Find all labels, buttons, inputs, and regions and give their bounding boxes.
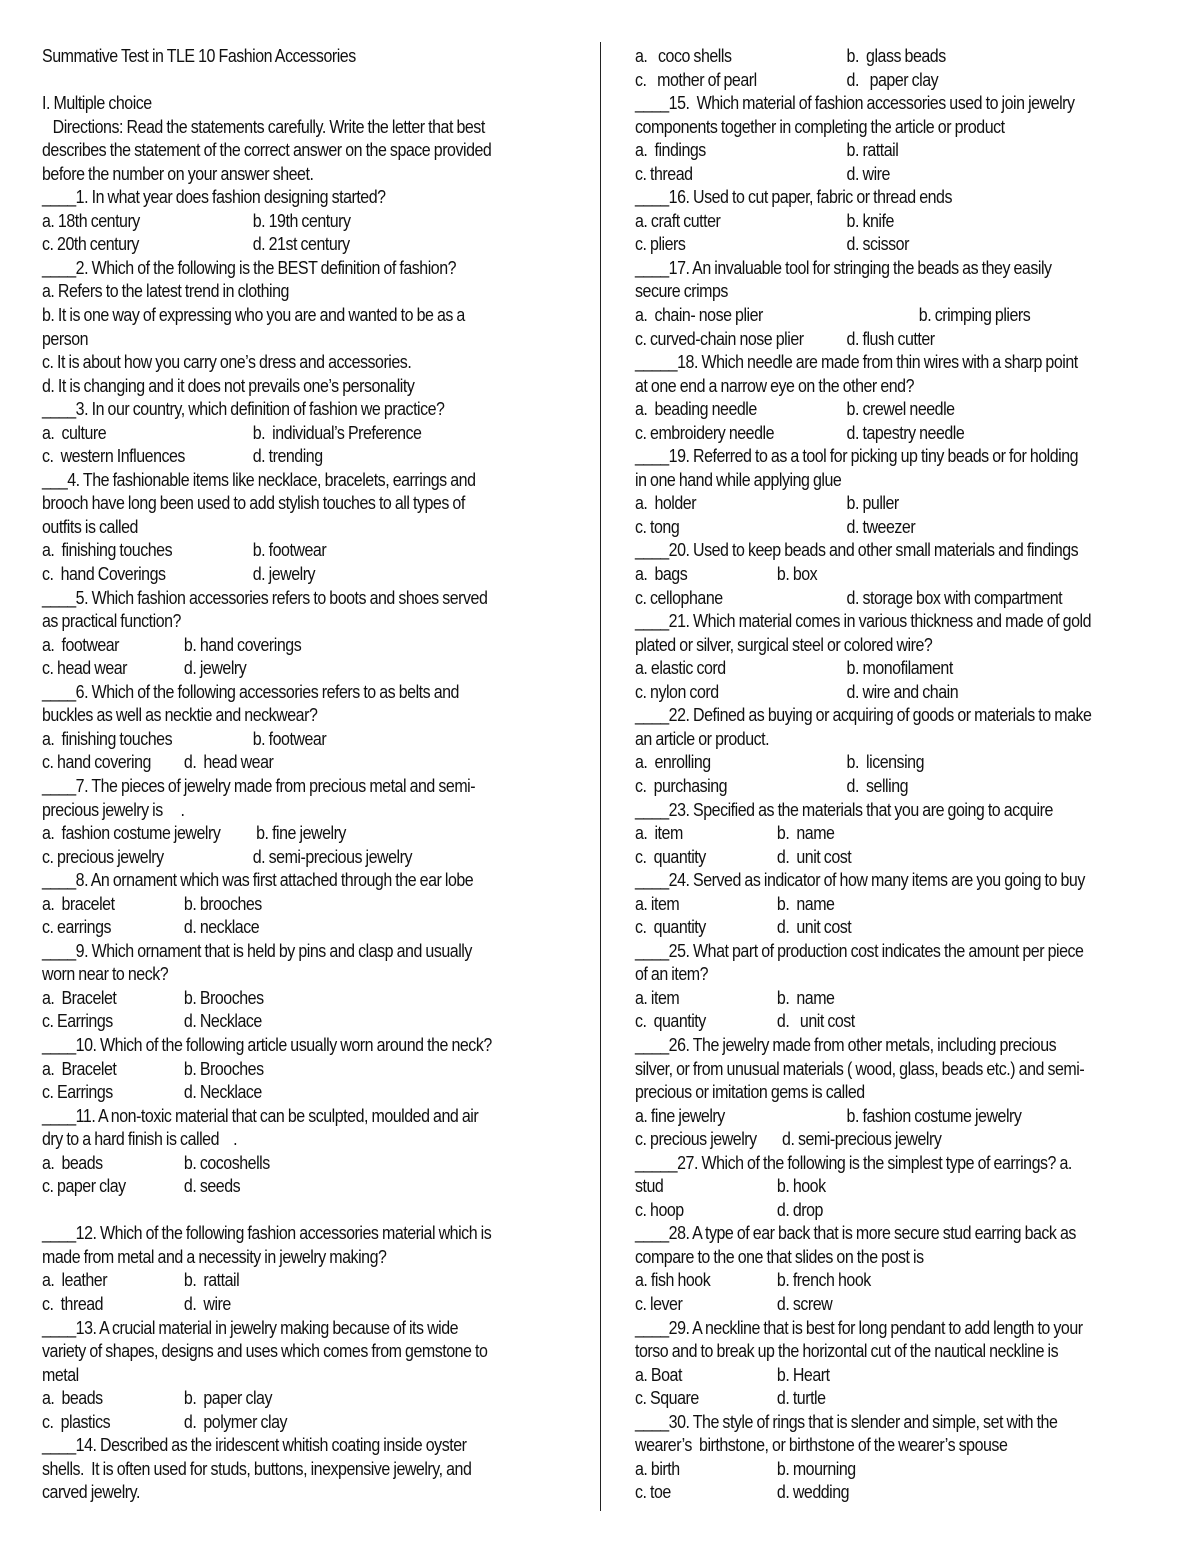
answer-choice: a. elastic cord xyxy=(635,657,726,679)
answer-row xyxy=(635,1480,1164,1504)
answer-choice: b. rattail xyxy=(846,139,899,161)
answer-row xyxy=(635,1174,1164,1198)
answer-choice: person xyxy=(42,327,89,349)
answer-choice: c. mother of pearl xyxy=(635,68,757,90)
answer-row xyxy=(42,444,549,468)
question-text: ____9. Which ornament that is held by pins and clasp and usually xyxy=(42,939,472,961)
answer-choice: b. mourning xyxy=(776,1457,856,1479)
question-item xyxy=(42,1316,549,1434)
answer-choice: b. footwear xyxy=(252,727,327,749)
answer-choice: d. unit cost xyxy=(776,845,852,867)
question-text: ____21. Which material comes in various thickness and made of gold xyxy=(635,610,1092,632)
question-text: ____1. In what year does fashion designing started? xyxy=(42,186,386,208)
question-item xyxy=(42,1221,549,1315)
answer-row xyxy=(42,1080,549,1104)
answer-choice: a. Bracelet xyxy=(42,1057,117,1079)
answer-choice: a. finishing touches xyxy=(42,539,173,561)
question-item xyxy=(635,444,1164,538)
question-text: ____10. Which of the following article usually worn around the neck? xyxy=(42,1033,492,1055)
question-text: brooch have long been used to add stylish touches to all types of xyxy=(42,492,465,514)
answer-choice: b. individual’s Preference xyxy=(252,421,422,443)
answer-choice: d. seeds xyxy=(183,1175,241,1197)
answer-choice: a. birth xyxy=(635,1457,680,1479)
answer-choice: c. embroidery needle xyxy=(635,421,775,443)
answer-choice: a. enrolling xyxy=(635,751,711,773)
answer-choice: a. Refers to the latest trend in clothing xyxy=(42,280,289,302)
answer-choice: d. Necklace xyxy=(183,1081,262,1103)
section-heading: I. Multiple choice xyxy=(42,92,152,114)
answer-row xyxy=(42,727,549,751)
question-text: components together in completing the article or product xyxy=(635,115,1005,137)
answer-row xyxy=(42,633,549,657)
answer-row xyxy=(635,821,1164,845)
question-text: ____28. A type of ear back that is more secure stud earring back as xyxy=(635,1222,1076,1244)
answer-choice: b. fashion costume jewelry xyxy=(846,1104,1022,1126)
answer-choice: b. footwear xyxy=(252,539,327,561)
question-item xyxy=(42,939,549,1033)
answer-choice: a. holder xyxy=(635,492,697,514)
answer-choice: c. cellophane xyxy=(635,586,723,608)
question-item xyxy=(635,350,1164,444)
column-divider xyxy=(600,42,601,1511)
answer-row xyxy=(42,892,549,916)
answer-choice: a. fine jewelry xyxy=(635,1104,725,1126)
question-text: in one hand while applying glue xyxy=(635,468,842,490)
answer-row xyxy=(635,68,1164,92)
answer-choice: c. purchasing xyxy=(635,774,728,796)
answer-row xyxy=(42,1410,549,1434)
question-text: ____12. Which of the following fashion accessories material which is xyxy=(42,1222,492,1244)
answer-choice: stud xyxy=(635,1175,664,1197)
answer-choice: d. storage box with compartment xyxy=(846,586,1063,608)
question-item xyxy=(42,397,549,468)
left-column xyxy=(42,44,549,1504)
question-item xyxy=(635,256,1164,350)
question-text: ____16. Used to cut paper, fabric or thread ends xyxy=(635,186,953,208)
question-text: made from metal and a necessity in jewelry making? xyxy=(42,1245,387,1267)
answer-choice: b. paper clay xyxy=(183,1387,272,1409)
blank-line xyxy=(42,1198,549,1222)
question-text: ____2. Which of the following is the BEST definition of fashion? xyxy=(42,256,457,278)
answer-choice: a. beading needle xyxy=(635,398,757,420)
answer-row xyxy=(42,1268,549,1292)
answer-choice: d. necklace xyxy=(183,916,260,938)
answer-choice: b. glass beads xyxy=(846,45,946,66)
answer-row xyxy=(635,397,1164,421)
answer-choice: a. Boat xyxy=(635,1363,682,1385)
question-item xyxy=(635,1151,1164,1222)
question-text: buckles as well as necktie and neckwear? xyxy=(42,704,318,726)
answer-choice: a. footwear xyxy=(42,633,120,655)
answer-choice: c. precious jewelry xyxy=(42,845,164,867)
question-text: carved jewelry. xyxy=(42,1481,140,1503)
answer-choice: d. selling xyxy=(846,774,909,796)
answer-choice: c. precious jewelry xyxy=(635,1128,757,1150)
answer-row xyxy=(635,209,1164,233)
answer-choice: a. leather xyxy=(42,1269,108,1291)
answer-row xyxy=(635,586,1164,610)
answer-choice: b. Brooches xyxy=(183,986,264,1008)
answer-row xyxy=(42,1386,549,1410)
answer-choice: c. tong xyxy=(635,515,680,537)
question-text: wearer’s birthstone, or birthstone of the wearer’s spouse xyxy=(635,1434,1008,1456)
question-text: ____29. A neckline that is best for long pendant to add length to your xyxy=(635,1316,1083,1338)
answer-choice: d. It is changing and it does not prevails one’s personality xyxy=(42,374,415,396)
answer-choice: d. trending xyxy=(252,445,323,467)
answer-choice: b. Brooches xyxy=(183,1057,264,1079)
answer-choice: d. paper clay xyxy=(846,68,939,90)
question-item xyxy=(42,1104,549,1198)
answer-row xyxy=(635,892,1164,916)
answer-choice: a. chain- nose plier xyxy=(635,304,763,326)
answer-choice: b. name xyxy=(776,822,835,844)
question-text: secure crimps xyxy=(635,280,728,302)
answer-choice: b. rattail xyxy=(183,1269,240,1291)
question-text: ____17. An invaluable tool for stringing the beads as they easily xyxy=(635,256,1052,278)
answer-choice: c. nylon cord xyxy=(635,680,719,702)
answer-choice: d. jewelry xyxy=(252,563,316,585)
question-item xyxy=(42,1433,549,1504)
answer-choice: d. drop xyxy=(776,1198,823,1220)
question-text: outfits is called xyxy=(42,515,138,537)
answer-row xyxy=(635,138,1164,162)
question-text: variety of shapes, designs and uses which comes from gemstone to xyxy=(42,1340,488,1362)
question-item xyxy=(42,185,549,256)
question-item xyxy=(635,1221,1164,1315)
answer-choice: d. Necklace xyxy=(183,1010,262,1032)
answer-choice: c. quantity xyxy=(635,916,706,938)
answer-row xyxy=(635,680,1164,704)
question-item xyxy=(635,1410,1164,1504)
answer-row xyxy=(635,845,1164,869)
question-text: ____24. Served as indicator of how many items are you going to buy xyxy=(635,869,1085,891)
question-text: ___4. The fashionable items like necklace, bracelets, earrings and xyxy=(42,468,476,490)
answer-choice: b. box xyxy=(776,563,818,585)
question-text: plated or silver, surgical steel or colored wire? xyxy=(635,633,933,655)
answer-row xyxy=(635,1457,1164,1481)
answer-choice: b. name xyxy=(776,892,835,914)
directions-line: describes the statement of the correct answer on the space provided xyxy=(42,139,492,161)
answer-choice: c. It is about how you carry one’s dress and accessories. xyxy=(42,351,412,373)
directions-line: before the number on your answer sheet. xyxy=(42,162,314,184)
question-text: ____13. A crucial material in jewelry making because of its wide xyxy=(42,1316,459,1338)
answer-choice: d. screw xyxy=(776,1292,833,1314)
blank-line xyxy=(42,68,549,92)
answer-choice: a. 18th century xyxy=(42,209,140,231)
answer-choice: b. knife xyxy=(846,209,894,231)
answer-row xyxy=(635,162,1164,186)
answer-choice: a. fish hook xyxy=(635,1269,711,1291)
question-text: precious jewelry is . xyxy=(42,798,185,820)
answer-row xyxy=(635,656,1164,680)
answer-choice: b. crimping pliers xyxy=(918,304,1031,326)
answer-choice: b. 19th century xyxy=(252,209,351,231)
answer-row xyxy=(42,1174,549,1198)
answer-choice: b. puller xyxy=(846,492,899,514)
question-text: torso and to break up the horizontal cut of the nautical neckline is xyxy=(635,1340,1059,1362)
answer-choice: a. culture xyxy=(42,421,107,443)
answer-choice: c. toe xyxy=(635,1481,671,1503)
answer-choice: b. monofilament xyxy=(846,657,953,679)
question-item xyxy=(635,868,1164,939)
question-text: ____11. A non-toxic material that can be sculpted, moulded and air xyxy=(42,1104,479,1126)
question-item xyxy=(42,774,549,868)
question-item xyxy=(635,609,1164,703)
answer-row xyxy=(42,845,549,869)
answer-row xyxy=(42,538,549,562)
question-item xyxy=(635,538,1164,609)
answer-row xyxy=(635,915,1164,939)
answer-choice: d. jewelry xyxy=(183,657,247,679)
question-text: silver, or from unusual materials ( wood, glass, beads etc.) and semi- xyxy=(635,1057,1085,1079)
question-text: as practical function? xyxy=(42,610,181,632)
answer-choice: d. head wear xyxy=(183,751,274,773)
answer-choice: c. 20th century xyxy=(42,233,139,255)
question-text: compare to the one that slides on the post is xyxy=(635,1245,924,1267)
answer-choice: b. fine jewelry xyxy=(256,822,346,844)
answer-choice: d. unit cost xyxy=(776,1010,855,1032)
answer-choice: c. thread xyxy=(42,1292,104,1314)
directions-line: Directions: Read the statements carefully. Write the letter that best xyxy=(42,115,485,137)
answer-row xyxy=(42,656,549,680)
answer-row xyxy=(635,1386,1164,1410)
answer-choice: b. brooches xyxy=(183,892,262,914)
answer-row xyxy=(42,421,549,445)
answer-choice: a. item xyxy=(635,822,683,844)
answer-choice: a. Bracelet xyxy=(42,986,117,1008)
question-text: worn near to neck? xyxy=(42,963,169,985)
answer-choice: a. beads xyxy=(42,1151,103,1173)
answer-choice: a. item xyxy=(635,892,680,914)
question-text: ____20. Used to keep beads and other small materials and findings xyxy=(635,539,1079,561)
answer-choice: b. hand coverings xyxy=(183,633,302,655)
answer-choice: c. paper clay xyxy=(42,1175,126,1197)
answer-row xyxy=(635,774,1164,798)
question-text: ____30. The style of rings that is slender and simple, set with the xyxy=(635,1410,1058,1432)
right-column xyxy=(635,44,1164,1504)
answer-choice: a. findings xyxy=(635,139,706,161)
question-text: metal xyxy=(42,1363,79,1385)
answer-choice: d. wire xyxy=(846,162,890,184)
answer-choice: d. tapestry needle xyxy=(846,421,965,443)
question-text: ____19. Referred to as a tool for picking up tiny beads or for holding xyxy=(635,445,1079,467)
question-text: ____26. The jewelry made from other metals, including precious xyxy=(635,1033,1057,1055)
question-text: ____22. Defined as buying or acquiring of goods or materials to make xyxy=(635,704,1092,726)
answer-choice: d. wire xyxy=(183,1292,231,1314)
answer-row xyxy=(42,1292,549,1316)
answer-choice: d. flush cutter xyxy=(846,327,935,349)
answer-choice: c. head wear xyxy=(42,657,128,679)
answer-row xyxy=(635,1104,1164,1128)
answer-row xyxy=(635,1198,1164,1222)
question-text: ____5. Which fashion accessories refers to boots and shoes served xyxy=(42,586,488,608)
answer-row xyxy=(635,1009,1164,1033)
question-item xyxy=(635,939,1164,1033)
answer-row xyxy=(635,44,1164,68)
question-item xyxy=(635,703,1164,797)
answer-choice: d. semi-precious jewelry xyxy=(782,1128,942,1150)
answer-row xyxy=(42,750,549,774)
answer-row xyxy=(635,491,1164,515)
question-item xyxy=(635,798,1164,869)
answer-choice: b. name xyxy=(776,986,835,1008)
answer-choice: c. thread xyxy=(635,162,693,184)
answer-row xyxy=(42,209,549,233)
answer-row xyxy=(42,232,549,256)
answer-row xyxy=(42,1057,549,1081)
answer-choice: c. curved-chain nose plier xyxy=(635,327,804,349)
question-text: ____8. An ornament which was first attached through the ear lobe xyxy=(42,869,474,891)
question-text: of an item? xyxy=(635,963,709,985)
answer-choice: c. hoop xyxy=(635,1198,684,1220)
answer-row xyxy=(635,232,1164,256)
answer-row xyxy=(42,915,549,939)
answer-choice: c. Earrings xyxy=(42,1010,113,1032)
answer-choice: c. Square xyxy=(635,1387,699,1409)
question-item xyxy=(42,468,549,586)
question-text: ____7. The pieces of jewelry made from precious metal and semi- xyxy=(42,774,476,796)
question-item xyxy=(42,256,549,397)
question-item xyxy=(42,680,549,774)
answer-choice: c. quantity xyxy=(635,845,706,867)
question-item xyxy=(42,868,549,939)
answer-row xyxy=(635,421,1164,445)
answer-choice: a. craft cutter xyxy=(635,209,721,231)
answer-choice: c. western Influences xyxy=(42,445,185,467)
question-text: ____15. Which material of fashion accessories used to join jewelry xyxy=(635,92,1075,114)
answer-choice: d. wedding xyxy=(776,1481,850,1503)
answer-row xyxy=(635,303,1164,327)
question-item xyxy=(635,44,1164,91)
answer-choice: b. It is one way of expressing who you are and wanted to be as a xyxy=(42,304,465,326)
answer-choice: c. plastics xyxy=(42,1410,111,1432)
answer-row xyxy=(635,327,1164,351)
answer-choice: c. pliers xyxy=(635,233,686,255)
answer-row xyxy=(42,562,549,586)
answer-row xyxy=(42,1151,549,1175)
question-item xyxy=(42,586,549,680)
answer-choice: a. item xyxy=(635,986,680,1008)
question-text: ____23. Specified as the materials that you are going to acquire xyxy=(635,798,1053,820)
question-item xyxy=(635,1033,1164,1151)
right-questions xyxy=(635,44,1164,1504)
question-item xyxy=(635,91,1164,185)
question-text: at one end a narrow eye on the other end? xyxy=(635,374,915,396)
answer-row xyxy=(635,562,1164,586)
answer-row xyxy=(635,1268,1164,1292)
answer-row xyxy=(635,1363,1164,1387)
answer-choice: c. quantity xyxy=(635,1010,706,1032)
answer-row xyxy=(42,821,549,845)
answer-choice: a. coco shells xyxy=(635,45,732,66)
answer-choice: b. cocoshells xyxy=(183,1151,270,1173)
question-text: _____27. Which of the following is the simplest type of earrings? a. xyxy=(635,1151,1072,1173)
question-item xyxy=(635,1316,1164,1410)
question-text: _____18. Which needle are made from thin wires with a sharp point xyxy=(635,351,1078,373)
answer-choice: c. hand covering xyxy=(42,751,151,773)
question-text: ____25. What part of production cost indicates the amount per piece xyxy=(635,939,1084,961)
answer-choice: d. wire and chain xyxy=(846,680,959,702)
answer-choice: d. polymer clay xyxy=(183,1410,288,1432)
answer-row xyxy=(635,515,1164,539)
answer-choice: d. unit cost xyxy=(776,916,852,938)
answer-choice: d. scissor xyxy=(846,233,909,255)
answer-choice: c. hand Coverings xyxy=(42,563,166,585)
answer-choice: c. Earrings xyxy=(42,1081,113,1103)
answer-choice: d. 21st century xyxy=(252,233,350,255)
question-text: ____6. Which of the following accessories refers to as belts and xyxy=(42,680,459,702)
question-text: dry to a hard finish is called . xyxy=(42,1128,238,1150)
question-item xyxy=(635,185,1164,256)
question-text: shells. It is often used for studs, buttons, inexpensive jewelry, and xyxy=(42,1457,472,1479)
answer-choice: b. crewel needle xyxy=(846,398,955,420)
answer-row xyxy=(635,1292,1164,1316)
answer-row xyxy=(42,1009,549,1033)
question-text: ____3. In our country, which definition of fashion we practice? xyxy=(42,398,445,420)
answer-row xyxy=(635,750,1164,774)
answer-choice: c. earrings xyxy=(42,916,112,938)
answer-choice: c. lever xyxy=(635,1292,683,1314)
answer-choice: b. french hook xyxy=(776,1269,871,1291)
question-text: an article or product. xyxy=(635,727,770,749)
question-text: ____14. Described as the iridescent whitish coating inside oyster xyxy=(42,1434,467,1456)
answer-choice: a. bags xyxy=(635,563,688,585)
left-questions xyxy=(42,185,549,1504)
question-text: precious or imitation gems is called xyxy=(635,1081,865,1103)
answer-choice: d. turtle xyxy=(776,1387,826,1409)
answer-choice: b. licensing xyxy=(846,751,925,773)
answer-choice: d. tweezer xyxy=(846,515,916,537)
answer-row xyxy=(635,1127,1164,1151)
answer-choice: a. finishing touches xyxy=(42,727,173,749)
document-title: Summative Test in TLE 10 Fashion Accessories xyxy=(42,45,356,66)
answer-choice: d. semi-precious jewelry xyxy=(252,845,413,867)
question-item xyxy=(42,1033,549,1104)
answer-choice: a. bracelet xyxy=(42,892,115,914)
answer-row xyxy=(42,986,549,1010)
answer-choice: b. hook xyxy=(776,1175,826,1197)
answer-choice: b. Heart xyxy=(776,1363,830,1385)
answer-row xyxy=(635,986,1164,1010)
answer-choice: a. fashion costume jewelry xyxy=(42,822,221,844)
answer-choice: a. beads xyxy=(42,1387,103,1409)
